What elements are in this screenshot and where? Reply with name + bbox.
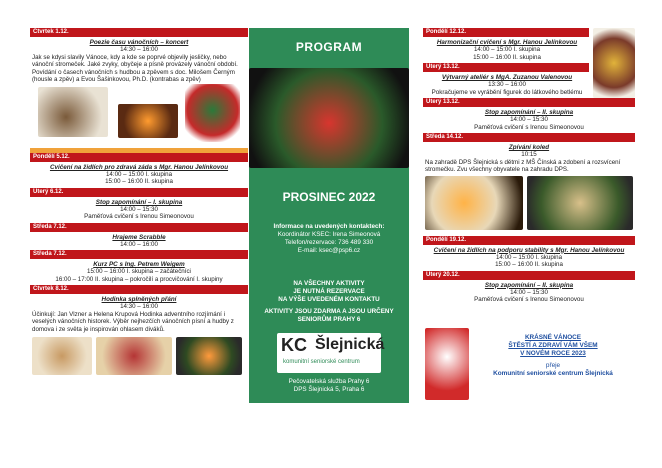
event-title: Výtvarný ateliér s MgA. Zuzanou Valenovou bbox=[441, 74, 573, 81]
greeting-line: KRÁSNÉ VÁNOCE bbox=[524, 334, 582, 341]
logo-subtitle: komunitní seniorské centrum bbox=[283, 359, 360, 365]
event-time: 14:00 – 15:30 bbox=[510, 288, 548, 296]
event-time: 14:00 – 15:00 I. skupina bbox=[495, 253, 563, 261]
address-line: Pečovatelská služba Prahy 6 bbox=[288, 378, 370, 385]
logo-mark: KC bbox=[281, 335, 307, 355]
event-title: Poezie času vánočních – koncert bbox=[89, 39, 189, 46]
event-time: 15:00 – 16:00 II. skupina bbox=[495, 261, 563, 269]
greeting bbox=[473, 334, 633, 378]
coordinator: Koordinátor KSEC: Irena Simeonová bbox=[277, 231, 381, 238]
day-header: Úterý 13.12. bbox=[423, 98, 635, 107]
phone: Telefon/rezervace: 736 489 330 bbox=[284, 239, 374, 246]
contact-heading: Informace na uvedených kontaktech: bbox=[273, 223, 385, 230]
greeting-line: přeje bbox=[545, 362, 561, 369]
event-time: 15:00 – 16:00 II. skupina bbox=[105, 178, 173, 186]
day-header: Pondělí 5.12. bbox=[30, 153, 248, 162]
event-time: 14:00 – 15:30 bbox=[510, 116, 548, 123]
event-title: Harmonizační cvičení s Mgr. Hanou Jelínkovou bbox=[436, 39, 578, 46]
day-header: Středa 7.12. bbox=[30, 250, 248, 259]
day-header: Čtvrtek 8.12. bbox=[30, 285, 248, 294]
event-title: Kurz PC s Ing. Petrem Weigem bbox=[93, 261, 185, 269]
event-time: 14:00 – 15:00 I. skupina bbox=[473, 46, 541, 53]
nativity-image-row bbox=[30, 84, 248, 146]
nativity-scene-image bbox=[593, 28, 635, 98]
event-title: Cvičení na židlích na podporu stability s Mgr. Hanou Jelínkovou bbox=[433, 246, 625, 254]
event-note: Paměťová cvičení s Irenou Simeonovou bbox=[474, 296, 584, 304]
christmas-bells-image bbox=[527, 176, 633, 230]
event-title: Cvičení na židlích pro zdravá záda s Mgr. Hanou Jelínkovou bbox=[49, 163, 229, 171]
event-title: Zpívání koled bbox=[508, 144, 550, 151]
note-line: JE NUTNÁ REZERVACE bbox=[293, 288, 365, 295]
month-block bbox=[249, 190, 409, 204]
day-header: Pondělí 19.12. bbox=[423, 236, 635, 245]
event-title: Stop zapomínání – I. skupina bbox=[95, 198, 183, 206]
event-note: Paměťová cvičení s Irenou Simeonovou bbox=[474, 123, 584, 131]
event-time: 14:00 – 15:00 I. skupina bbox=[105, 170, 173, 178]
event-note: Pokračujeme ve vyrábění figurek do látkového betlému bbox=[431, 88, 583, 96]
note-line: SENIORŮM PRAHY 6 bbox=[297, 316, 361, 323]
event-description: Na zahradě DPS Šlejnická s dětmi z MŠ Čínská a zdobení a rozsvícení stromečku. Zvu všechny obyvatele na zahradu DPS. bbox=[425, 158, 621, 174]
left-column bbox=[30, 28, 248, 376]
event-title: Hodinka splněných přání bbox=[101, 296, 177, 304]
note-line: NA VÝŠE UVEDENÉM KONTAKTU bbox=[278, 296, 380, 303]
event-description: Účinkují: Jan Vlzner a Helena Krupová Hodinka adventního rozjímání i veselých vánočních historek. Výběr nejhezčích vánočních písní a hudby z domova i ze světa je inspirován ohlasem diváků. bbox=[32, 310, 234, 334]
gifts-image bbox=[249, 68, 409, 168]
program-title: PROGRAM bbox=[295, 40, 363, 54]
lantern-card-image bbox=[425, 328, 469, 400]
day-header: Středa 7.12. bbox=[30, 223, 248, 232]
note-line: NA VŠECHNY AKTIVITY bbox=[293, 280, 365, 287]
note-line: AKTIVITY JSOU ZDARMA A JSOU URČENY bbox=[264, 308, 394, 315]
event-description: Jak se kdysi slavily Vánoce, kdy a kde se poprvé objevily jesličky, nebo vánoční stromeček. Jaké zvyky, obyčeje a písně provázely vánoční období. Povídání o časech vánočních s hudbou a zpěvem s doc. Milošem Černým (housle a zpěv) a Evou Šašinkovou, Ph.D. (kontrabas a zpěv) bbox=[32, 53, 238, 84]
day-header: Čtvrtek 1.12. bbox=[30, 28, 248, 37]
event-title: Stop zapomínání – II. skupina bbox=[484, 109, 574, 116]
logo bbox=[277, 333, 385, 373]
day-header: Úterý 13.12. bbox=[423, 63, 589, 72]
event-title: Stop zapomínání – II. skupina bbox=[484, 281, 574, 289]
greeting-line: Komunitní seniorské centrum Šlejnická bbox=[493, 370, 613, 377]
nativity-figures-image bbox=[38, 87, 108, 137]
address bbox=[249, 378, 409, 394]
event-note: Paměťová cvičení s Irenou Simeonovou bbox=[84, 213, 194, 221]
month-title: PROSINEC 2022 bbox=[282, 190, 376, 204]
greeting-line: V NOVÉM ROCE 2023 bbox=[520, 350, 586, 357]
candles-image bbox=[118, 104, 178, 138]
event-time: 14:00 – 16:00 bbox=[120, 240, 158, 248]
cookies-image bbox=[96, 337, 172, 375]
event-title: Hrajeme Scrabble bbox=[112, 233, 166, 241]
day-header: Úterý 20.12. bbox=[423, 271, 635, 280]
advent-wreath-image bbox=[176, 337, 242, 375]
candle-music-image bbox=[425, 176, 523, 230]
notes bbox=[249, 280, 409, 324]
event-time: 13:30 – 16:00 bbox=[488, 81, 526, 88]
gingerbread-image bbox=[32, 337, 92, 375]
day-header: Úterý 6.12. bbox=[30, 188, 248, 197]
right-column bbox=[423, 28, 635, 377]
event-time: 15:00 – 16:00 II. skupina bbox=[473, 53, 541, 61]
christmas-tree-image bbox=[185, 84, 240, 142]
event-time: 14:30 – 16:00 bbox=[120, 46, 158, 53]
address-line: DPS Šlejnická 5, Praha 6 bbox=[293, 386, 365, 393]
event-time: 14:30 – 16:00 bbox=[120, 303, 158, 311]
email: E-mail: ksec@psp6.cz bbox=[297, 247, 361, 254]
day-header: Pondělí 12.12. bbox=[423, 28, 589, 37]
event-time: 14:00 – 15:30 bbox=[120, 205, 158, 213]
greeting-line: ŠTĚSTÍ A ZDRAVÍ VÁM VŠEM bbox=[508, 342, 598, 349]
logo-text: Šlejnická bbox=[315, 336, 385, 353]
carols-image-row bbox=[423, 174, 635, 234]
day-header: Středa 14.12. bbox=[423, 133, 635, 142]
event-time: 16:00 – 17:00 II. skupina – pokročilí a procvičování I. skupiny bbox=[55, 275, 223, 283]
advent-image-row bbox=[30, 334, 248, 376]
event-time: 10:15 bbox=[521, 151, 537, 158]
event-time: 15:00 – 16:00 I. skupina – začátečníci bbox=[87, 268, 191, 276]
program-panel bbox=[249, 28, 409, 403]
contact-info bbox=[249, 223, 409, 255]
